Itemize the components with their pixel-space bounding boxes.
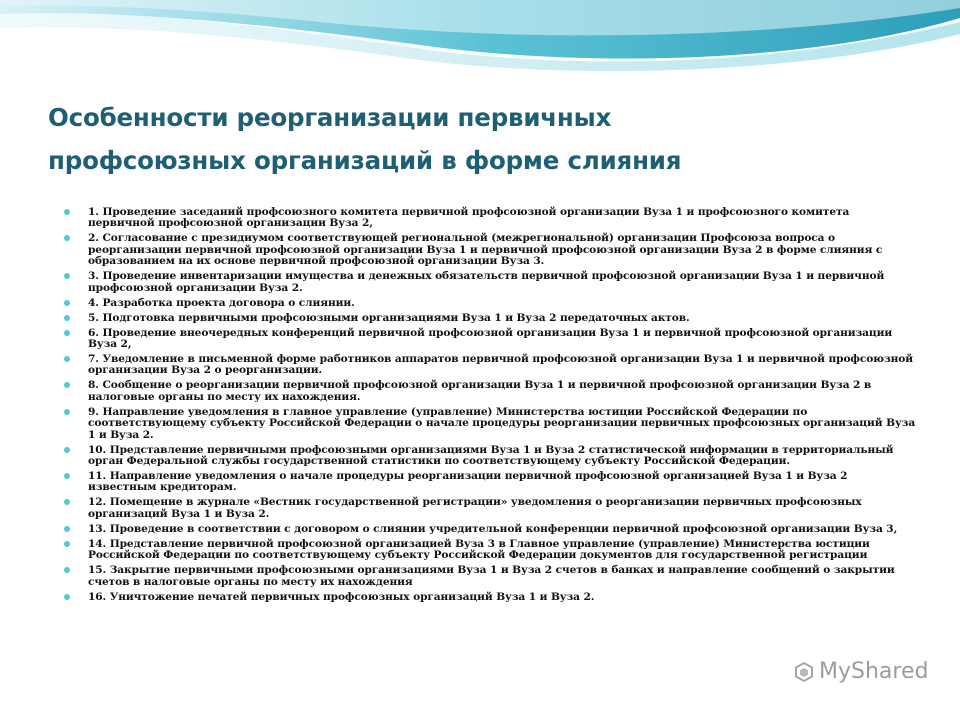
list-item-text: 12. Помещение в журнале «Вестник государственной регистрации» уведомления о реорганизации первичных профсоюзных организаций Вуза 1 и Вуза 2.	[88, 496, 862, 520]
header-wave-decoration	[0, 0, 960, 80]
bullet-icon	[64, 473, 70, 479]
bullet-icon	[64, 330, 70, 336]
list-item-text: 8. Сообщение о реорганизации первичной профсоюзной организации Вуза 1 и первичной профсоюзной организации Вуза 2 в налоговые органы по месту их нахождения.	[88, 379, 872, 403]
list-item	[64, 354, 916, 377]
slide-title-line-2: профсоюзных организаций в форме слияния	[48, 146, 682, 175]
list-item-text: 4. Разработка проекта договора о слиянии.	[88, 296, 355, 309]
list-item-text: 9. Направление уведомления в главное управление (управление) Министерства юстиции Российской Федерации по соответствующему субъекту Российской Федерации о начале процедуры реорганизации первичных профсоюзных организаций Вуза 1 и Вуза 2.	[88, 405, 916, 441]
list-item	[64, 233, 916, 267]
slide-title	[48, 96, 908, 182]
myshared-watermark	[793, 659, 928, 684]
list-item	[64, 298, 916, 309]
list-item	[64, 271, 916, 294]
list-item-text: 14. Представление первичной профсоюзной организацией Вуза 3 в Главное управление (управление) Министерства юстиции Российской Федерации по соответствующему субъекту Российской Федерации документов для государственной регистрации	[88, 537, 870, 562]
bullet-icon	[64, 526, 70, 532]
bullet-icon	[64, 209, 70, 215]
bullet-icon	[64, 300, 70, 306]
bullet-icon	[64, 273, 70, 279]
list-item	[64, 497, 916, 520]
list-item	[64, 207, 916, 230]
list-item	[64, 565, 916, 588]
list-item	[64, 407, 916, 441]
list-item-text: 15. Закрытие первичными профсоюзными организациями Вуза 1 и Вуза 2 счетов в банках и направление сообщений о закрытии счетов в налоговые органы по месту их нахождения	[88, 564, 895, 588]
list-item-text: 6. Проведение внеочередных конференций первичной профсоюзной организации Вуза 1 и первичной профсоюзной организации Вуза 2,	[88, 326, 893, 351]
list-item-text: 13. Проведение в соответствии с договором о слиянии учредительной конференции первичной профсоюзной организации Вуза 3,	[88, 522, 898, 535]
list-item-text: 1. Проведение заседаний профсоюзного комитета первичной профсоюзной организации Вуза 1 и профсоюзного комитета первичной профсоюзной организации Вуза 2,	[88, 206, 850, 230]
bullet-icon	[64, 447, 70, 453]
bullet-icon	[64, 235, 70, 241]
bullet-icon	[64, 409, 70, 415]
list-item	[64, 313, 916, 324]
list-item-text: 5. Подготовка первичными профсоюзными организациями Вуза 1 и Вуза 2 передаточных актов.	[88, 311, 690, 324]
list-item-text: 7. Уведомление в письменной форме работников аппаратов первичной профсоюзной организации Вуза 1 и первичной профсоюзной организации Вуза 2 о реорганизации.	[88, 353, 913, 377]
bullet-icon	[64, 356, 70, 362]
bullet-icon	[64, 541, 70, 547]
bullet-icon	[64, 499, 70, 505]
watermark-text: MyShared	[819, 659, 929, 684]
list-item-text: 11. Направление уведомления о начале процедуры реорганизации первичной профсоюзной организацией Вуза 1 и Вуза 2 известным кредиторам.	[88, 470, 848, 494]
steps-list	[64, 207, 916, 607]
bullet-icon	[64, 594, 70, 600]
bullet-icon	[64, 382, 70, 388]
list-item	[64, 524, 916, 535]
list-item	[64, 380, 916, 403]
list-item	[64, 471, 916, 494]
bullet-icon	[64, 567, 70, 573]
list-item-text: 2. Согласование с президиумом соответствующей региональной (межрегиональной) организации Профсоюза вопроса о реорганизации первичной профсоюзной организации Вуза 1 и первичной профсоюзной организации Вуза 2 в форме слияния с образованием на их основе первичной профсоюзной организации Вуза 3.	[88, 232, 883, 268]
list-item-text: 10. Представление первичными профсоюзными организациями Вуза 1 и Вуза 2 статистической информации в территориальный орган Федеральной службы государственной статистики по соответствующему субъекту Российской Федерации.	[88, 443, 894, 468]
list-item-text: 3. Проведение инвентаризации имущества и денежных обязательств первичной профсоюзной организации Вуза 1 и первичной профсоюзной организации Вуза 2.	[88, 270, 885, 294]
myshared-logo-icon	[793, 661, 815, 683]
list-item	[64, 445, 916, 468]
slide-title-line-1: Особенности реорганизации первичных	[48, 103, 612, 132]
list-item	[64, 539, 916, 562]
list-item	[64, 328, 916, 351]
list-item-text: 16. Уничтожение печатей первичных профсоюзных организаций Вуза 1 и Вуза 2.	[88, 590, 595, 603]
list-item	[64, 592, 916, 603]
bullet-icon	[64, 315, 70, 321]
